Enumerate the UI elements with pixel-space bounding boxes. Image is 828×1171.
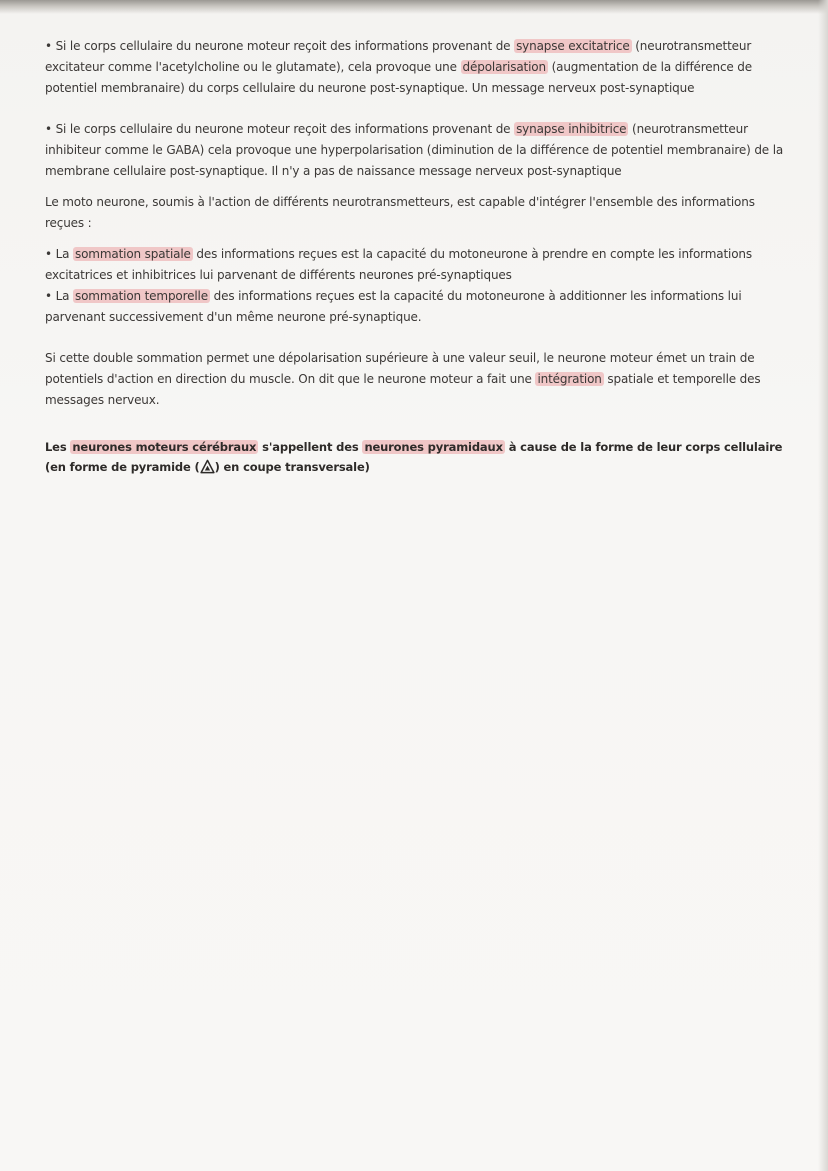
page-right-edge bbox=[818, 0, 828, 1171]
text: • Si le corps cellulaire du neurone moteur reçoit des informations provenant de bbox=[45, 122, 515, 136]
text: • La bbox=[45, 247, 73, 261]
highlight-neurones-moteurs-cerebraux: neurones moteurs cérébraux bbox=[72, 440, 257, 454]
highlight-synapse-excitatrice: synapse excitatrice bbox=[516, 39, 630, 53]
text: s'appellent des bbox=[258, 440, 363, 454]
paragraph-excitatory-synapse bbox=[45, 36, 785, 99]
text: (neurotransmetteur excitateur comme l'acetylcholine ou le glutamate), cela provoque une bbox=[45, 39, 752, 74]
summation-list bbox=[45, 244, 785, 328]
paragraph-integration-intro: Le moto neurone, soumis à l'action de différents neurotransmetteurs, est capable d'intégrer l'ensemble des informations reçues : bbox=[45, 195, 755, 230]
text: Les bbox=[45, 440, 71, 454]
highlight-synapse-inhibitrice: synapse inhibitrice bbox=[516, 122, 627, 136]
highlight-sommation-temporelle: sommation temporelle bbox=[75, 289, 208, 303]
text: (neurotransmetteur inhibiteur comme le GABA) cela provoque une hyperpolarisation (diminution de la différence de potentiel membranaire) de la membrane cellulaire post-synaptique. Il n'y a pas de naissance message nerveux post-synaptique bbox=[45, 122, 784, 178]
bullet-temporal-summation bbox=[45, 286, 785, 328]
highlight-neurones-pyramidaux: neurones pyramidaux bbox=[364, 440, 503, 454]
highlight-sommation-spatiale: sommation spatiale bbox=[75, 247, 191, 261]
text: à cause de la forme de leur corps cellulaire (en forme de pyramide ( bbox=[45, 440, 783, 474]
paragraph-inhibitory-synapse bbox=[45, 119, 785, 182]
text: des informations reçues est la capacité du motoneurone à prendre en compte les informations excitatrices et inhibitrices lui parvenant de différents neurones pré-synaptiques bbox=[45, 247, 752, 282]
page-top-edge bbox=[0, 0, 828, 14]
text: (augmentation de la différence de potentiel membranaire) du corps cellulaire du neurone post-synaptique. Un message nerveux post-synaptique bbox=[45, 60, 752, 95]
text: • La bbox=[45, 289, 73, 303]
paragraph-pyramidal-neurons bbox=[45, 437, 785, 477]
bullet-spatial-summation bbox=[45, 244, 785, 286]
text: ) en coupe transversale) bbox=[214, 460, 370, 474]
text: spatiale et temporelle des messages nerveux. bbox=[45, 372, 761, 407]
handwritten-notes bbox=[45, 36, 785, 489]
highlight-depolarisation: dépolarisation bbox=[462, 60, 546, 74]
text: des informations reçues est la capacité du motoneurone à additionner les informations lui parvenant successivement d'un même neurone pré-synaptique. bbox=[45, 289, 742, 324]
paragraph-threshold bbox=[45, 348, 785, 411]
text: • Si le corps cellulaire du neurone moteur reçoit des informations provenant de bbox=[45, 39, 515, 53]
highlight-integration: intégration bbox=[537, 372, 602, 386]
text: Si cette double sommation permet une dépolarisation supérieure à une valeur seuil, le neurone moteur émet un train de potentiels d'action en direction du muscle. On dit que le neurone moteur a fait une bbox=[45, 351, 755, 386]
pyramid-triangle-icon bbox=[200, 459, 215, 474]
